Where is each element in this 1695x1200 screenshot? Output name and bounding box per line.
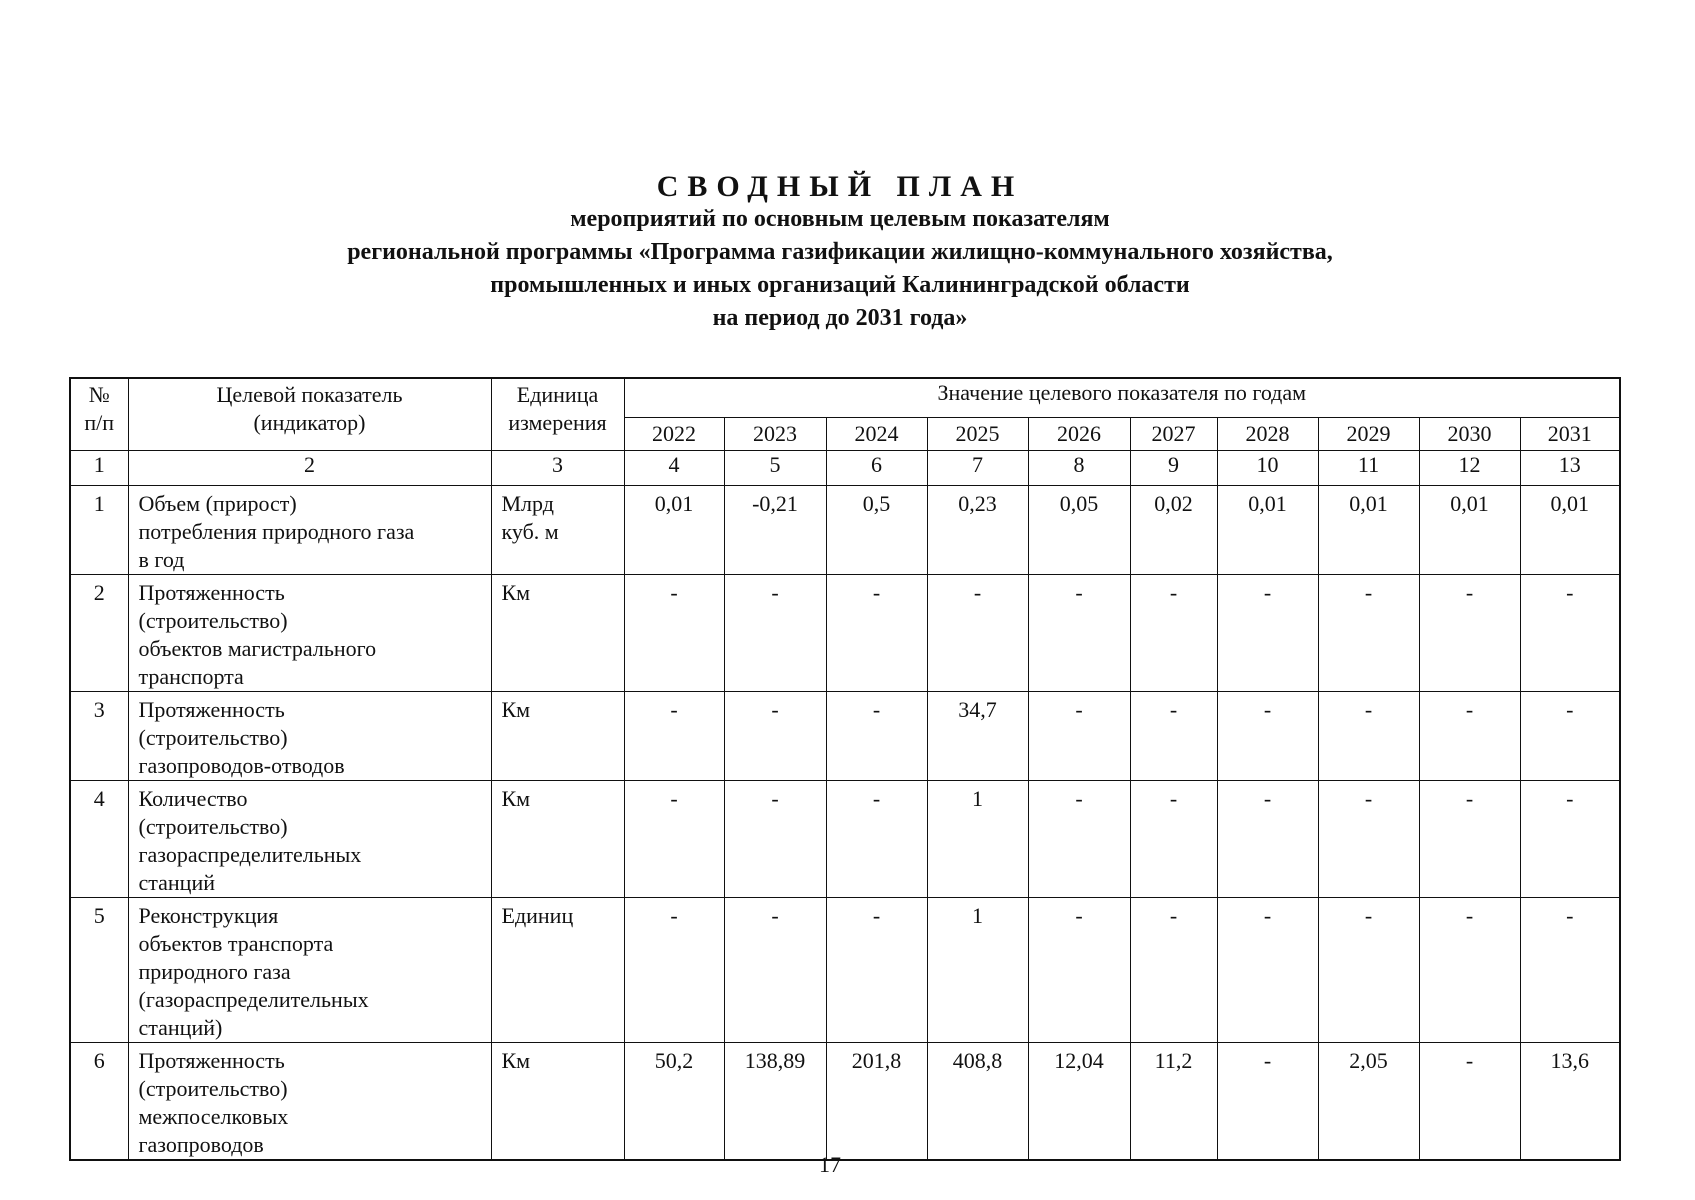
header-year: 2030: [1419, 418, 1520, 451]
indicator-cell: [128, 486, 491, 575]
value-cell: -: [1520, 575, 1620, 692]
column-numbers-row: [70, 451, 1620, 486]
unit-line: Единиц: [501, 903, 574, 928]
row-number-cell: 3: [70, 692, 128, 781]
value-cell: 0,05: [1028, 486, 1130, 575]
document-subtitle-line-4: на период до 2031 года»: [712, 305, 968, 331]
value-cell: -: [1217, 1043, 1318, 1161]
value-cell: 0,02: [1130, 486, 1217, 575]
column-number-cell: 4: [624, 451, 724, 486]
value-cell: -: [1217, 898, 1318, 1043]
column-number-cell: 12: [1419, 451, 1520, 486]
unit-cell: [491, 1043, 624, 1161]
row-number-cell: 6: [70, 1043, 128, 1161]
unit-line: Км: [501, 786, 531, 811]
value-cell: -: [624, 692, 724, 781]
unit-cell: [491, 692, 624, 781]
indicator-line: в год: [138, 547, 185, 572]
column-number-cell: 13: [1520, 451, 1620, 486]
value-cell: 408,8: [927, 1043, 1028, 1161]
table-row: [70, 575, 1620, 692]
row-number-cell: 5: [70, 898, 128, 1043]
header-year: 2029: [1318, 418, 1419, 451]
value-cell: 50,2: [624, 1043, 724, 1161]
indicator-line: станций): [138, 1015, 223, 1040]
row-number-cell: 2: [70, 575, 128, 692]
header-number: [70, 378, 128, 451]
indicator-line: газораспределительных: [138, 842, 362, 867]
value-cell: -: [1520, 781, 1620, 898]
indicator-line: (строительство): [138, 608, 288, 633]
value-cell: -: [724, 692, 826, 781]
unit-line: Км: [501, 697, 531, 722]
value-cell: -: [624, 781, 724, 898]
column-number-cell: 1: [70, 451, 128, 486]
value-cell: -: [826, 692, 927, 781]
table-row: [70, 692, 1620, 781]
column-number-cell: 8: [1028, 451, 1130, 486]
value-cell: -: [1419, 1043, 1520, 1161]
value-cell: -: [1217, 692, 1318, 781]
table-row: [70, 781, 1620, 898]
value-cell: -: [624, 898, 724, 1043]
indicator-cell: [128, 1043, 491, 1161]
header-year: 2024: [826, 418, 927, 451]
header-number-line-1: №: [88, 382, 110, 407]
value-cell: 0,5: [826, 486, 927, 575]
value-cell: -: [724, 898, 826, 1043]
unit-line: Км: [501, 1048, 531, 1073]
unit-cell: [491, 486, 624, 575]
value-cell: 12,04: [1028, 1043, 1130, 1161]
unit-line: Млрд: [501, 491, 554, 516]
page-number: 17: [819, 1152, 841, 1177]
row-number-cell: 4: [70, 781, 128, 898]
header-year: 2023: [724, 418, 826, 451]
value-cell: -: [1217, 781, 1318, 898]
value-cell: -: [1520, 898, 1620, 1043]
indicator-line: (строительство): [138, 1076, 288, 1101]
value-cell: -: [826, 575, 927, 692]
value-cell: -: [1419, 575, 1520, 692]
value-cell: -: [1028, 898, 1130, 1043]
indicator-line: транспорта: [138, 664, 244, 689]
indicator-line: объектов транспорта: [138, 931, 334, 956]
indicator-line: Протяженность: [138, 1048, 285, 1073]
unit-line: куб. м: [501, 519, 559, 544]
row-number-cell: 1: [70, 486, 128, 575]
value-cell: -0,21: [724, 486, 826, 575]
column-number-cell: 7: [927, 451, 1028, 486]
table-row: [70, 898, 1620, 1043]
value-cell: 11,2: [1130, 1043, 1217, 1161]
value-cell: -: [724, 781, 826, 898]
document-title: СВОДНЫЙ ПЛАН: [656, 170, 1024, 203]
value-cell: -: [1318, 692, 1419, 781]
value-cell: -: [826, 781, 927, 898]
column-number-cell: 9: [1130, 451, 1217, 486]
value-cell: -: [1419, 898, 1520, 1043]
value-cell: -: [1028, 781, 1130, 898]
indicator-line: Реконструкция: [138, 903, 279, 928]
column-number-cell: 3: [491, 451, 624, 486]
value-cell: -: [1520, 692, 1620, 781]
value-cell: 0,23: [927, 486, 1028, 575]
indicator-line: (строительство): [138, 814, 288, 839]
header-indicator-line-2: (индикатор): [253, 410, 366, 435]
header-year: 2031: [1520, 418, 1620, 451]
column-number-cell: 2: [128, 451, 491, 486]
table-row: [70, 486, 1620, 575]
value-cell: -: [1028, 692, 1130, 781]
value-cell: -: [1419, 692, 1520, 781]
header-indicator: [128, 378, 491, 451]
value-cell: -: [1130, 781, 1217, 898]
value-cell: -: [724, 575, 826, 692]
value-cell: -: [826, 898, 927, 1043]
column-number-cell: 11: [1318, 451, 1419, 486]
indicator-line: природного газа: [138, 959, 291, 984]
table-row: [70, 1043, 1620, 1161]
indicator-line: станций: [138, 870, 216, 895]
document-title-block: [0, 170, 1680, 335]
value-cell: -: [1318, 781, 1419, 898]
value-cell: 0,01: [1217, 486, 1318, 575]
value-cell: 0,01: [624, 486, 724, 575]
value-cell: -: [1217, 575, 1318, 692]
header-year: 2022: [624, 418, 724, 451]
indicator-line: потребления природного газа: [138, 519, 415, 544]
indicator-line: Объем (прирост): [138, 491, 297, 516]
value-cell: 0,01: [1419, 486, 1520, 575]
column-number-cell: 10: [1217, 451, 1318, 486]
indicator-line: Протяженность: [138, 580, 285, 605]
unit-cell: [491, 898, 624, 1043]
header-year: 2026: [1028, 418, 1130, 451]
value-cell: -: [1130, 898, 1217, 1043]
value-cell: 1: [927, 898, 1028, 1043]
value-cell: -: [624, 575, 724, 692]
value-cell: -: [1318, 575, 1419, 692]
value-cell: 201,8: [826, 1043, 927, 1161]
value-cell: 13,6: [1520, 1043, 1620, 1161]
table-body: [70, 451, 1620, 1161]
indicator-cell: [128, 575, 491, 692]
indicator-line: (газораспределительных: [138, 987, 369, 1012]
value-cell: 1: [927, 781, 1028, 898]
header-year: 2028: [1217, 418, 1318, 451]
indicator-cell: [128, 898, 491, 1043]
indicator-line: объектов магистрального: [138, 636, 377, 661]
column-number-cell: 6: [826, 451, 927, 486]
indicator-cell: [128, 781, 491, 898]
document-subtitle-line-2: региональной программы «Программа газификации жилищно-коммунального хозяйства,: [347, 239, 1333, 265]
value-cell: 0,01: [1318, 486, 1419, 575]
header-year: 2027: [1130, 418, 1217, 451]
document-subtitle-line-3: промышленных и иных организаций Калининградской области: [490, 272, 1190, 298]
header-indicator-line-1: Целевой показатель: [216, 382, 403, 407]
indicator-line: Протяженность: [138, 697, 285, 722]
value-cell: -: [1419, 781, 1520, 898]
value-cell: -: [1028, 575, 1130, 692]
value-cell: -: [927, 575, 1028, 692]
value-cell: 2,05: [1318, 1043, 1419, 1161]
indicator-line: (строительство): [138, 725, 288, 750]
header-unit-line-2: измерения: [508, 410, 607, 435]
header-unit-line-1: Единица: [516, 382, 599, 407]
value-cell: -: [1130, 575, 1217, 692]
indicator-line: межпоселковых: [138, 1104, 289, 1129]
unit-cell: [491, 575, 624, 692]
indicator-line: газопроводов: [138, 1132, 264, 1157]
table-header: [70, 378, 1620, 451]
header-unit: [491, 378, 624, 451]
document-subtitle-line-1: мероприятий по основным целевым показателям: [570, 206, 1110, 232]
indicator-line: газопроводов-отводов: [138, 753, 345, 778]
indicator-cell: [128, 692, 491, 781]
value-cell: -: [1318, 898, 1419, 1043]
summary-plan-table: [69, 377, 1621, 1161]
indicator-line: Количество: [138, 786, 248, 811]
header-number-line-2: п/п: [84, 410, 115, 435]
unit-line: Км: [501, 580, 531, 605]
column-number-cell: 5: [724, 451, 826, 486]
unit-cell: [491, 781, 624, 898]
value-cell: 138,89: [724, 1043, 826, 1161]
value-cell: -: [1130, 692, 1217, 781]
header-year: 2025: [927, 418, 1028, 451]
value-cell: 0,01: [1520, 486, 1620, 575]
header-values-by-year: Значение целевого показателя по годам: [624, 378, 1620, 418]
value-cell: 34,7: [927, 692, 1028, 781]
